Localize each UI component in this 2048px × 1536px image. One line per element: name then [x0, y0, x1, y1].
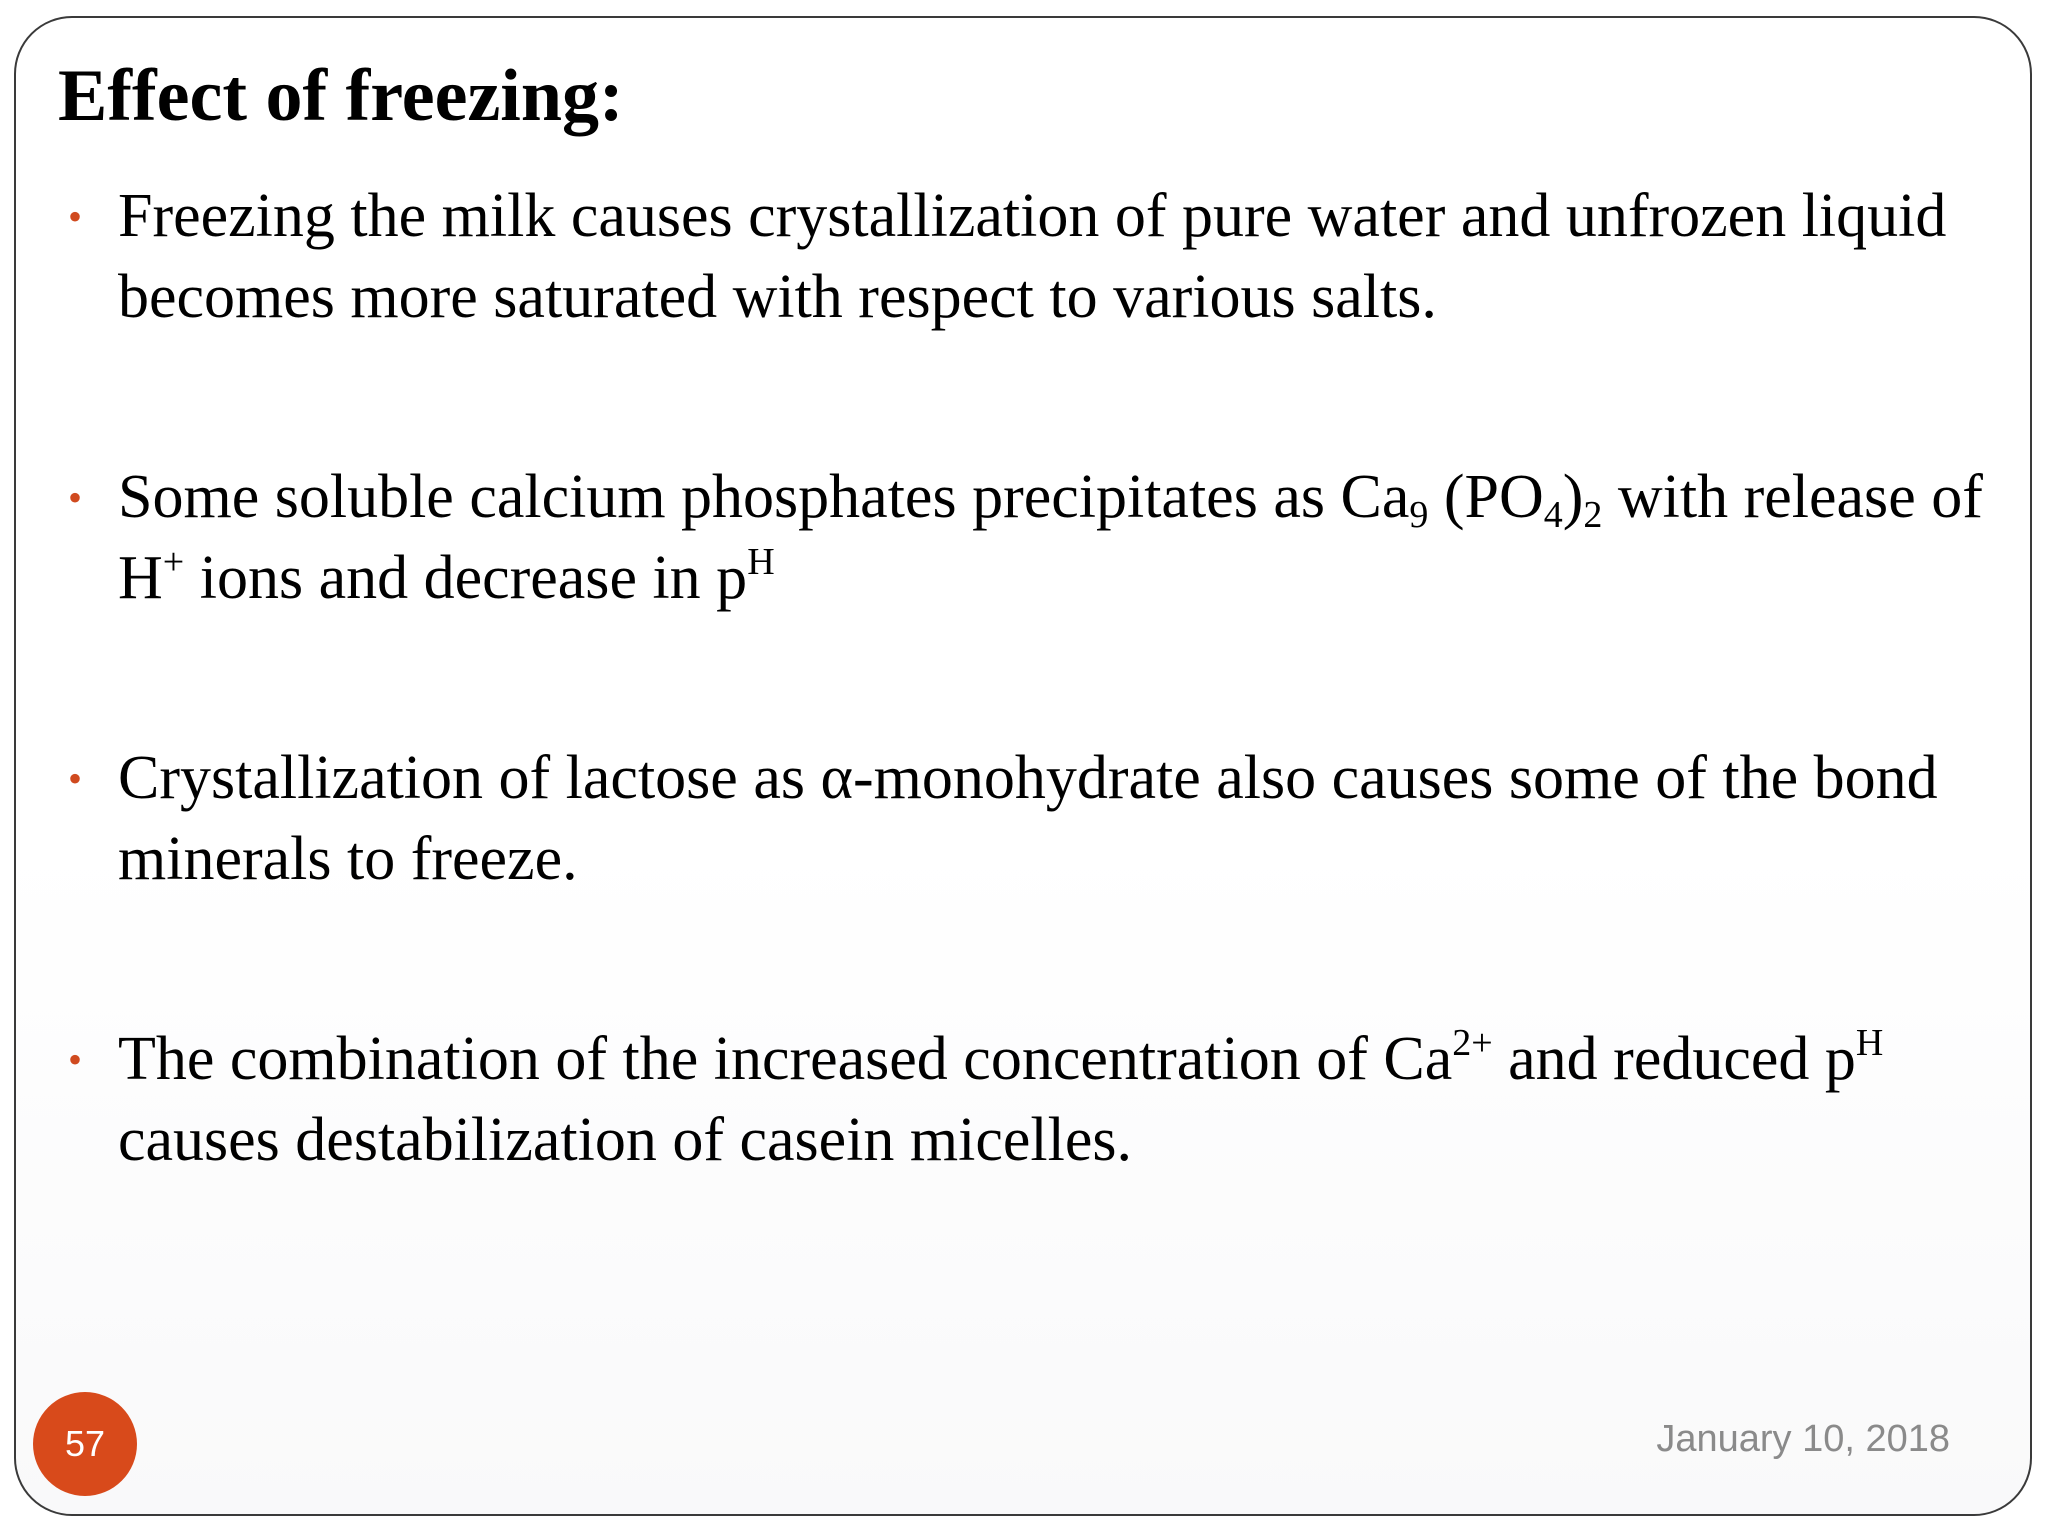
bullet-text: Crystallization of lactose as α-monohydrate also causes some of the bond minerals to freeze. [118, 744, 1938, 893]
bullet-text-part: and reduced p [1492, 1025, 1856, 1093]
bullet-icon: • [68, 756, 83, 801]
bullet-list [58, 176, 2008, 1300]
bullet-text-part: The combination of the increased concentration of Ca [118, 1025, 1453, 1093]
page-number-badge: 57 [33, 1392, 137, 1496]
bullet-item-casein-destabilization [58, 1019, 2008, 1181]
superscript: H [747, 541, 775, 583]
bullet-icon: • [68, 475, 83, 520]
subscript: 9 [1409, 494, 1429, 536]
bullet-item-freezing-crystallization [58, 176, 2008, 338]
superscript: H [1855, 1022, 1884, 1064]
bullet-text-part: with release of H [118, 463, 1983, 612]
bullet-text-part: ions and decrease in p [184, 544, 748, 612]
bullet-text-part: Some soluble calcium phosphates precipitates as Ca [118, 463, 1410, 531]
superscript: + [162, 541, 185, 583]
bullet-text-part: (PO [1428, 463, 1544, 531]
bullet-icon: • [68, 1037, 83, 1082]
bullet-text-part: causes destabilization of casein micelles. [118, 1106, 1133, 1174]
bullet-item-calcium-phosphate [58, 457, 2008, 619]
bullet-icon: • [68, 194, 83, 239]
slide-date: January 10, 2018 [1656, 1418, 1950, 1460]
bullet-item-lactose [58, 738, 2008, 900]
subscript: 2 [1583, 494, 1603, 536]
bullet-text-part: ) [1562, 463, 1584, 531]
bullet-text: Freezing the milk causes crystallization of pure water and unfrozen liquid becomes more saturated with respect to various salts. [118, 182, 1947, 331]
slide-title: Effect of freezing: [58, 55, 624, 137]
subscript: 4 [1543, 494, 1563, 536]
slide [14, 16, 2032, 1516]
superscript: 2+ [1452, 1022, 1493, 1064]
